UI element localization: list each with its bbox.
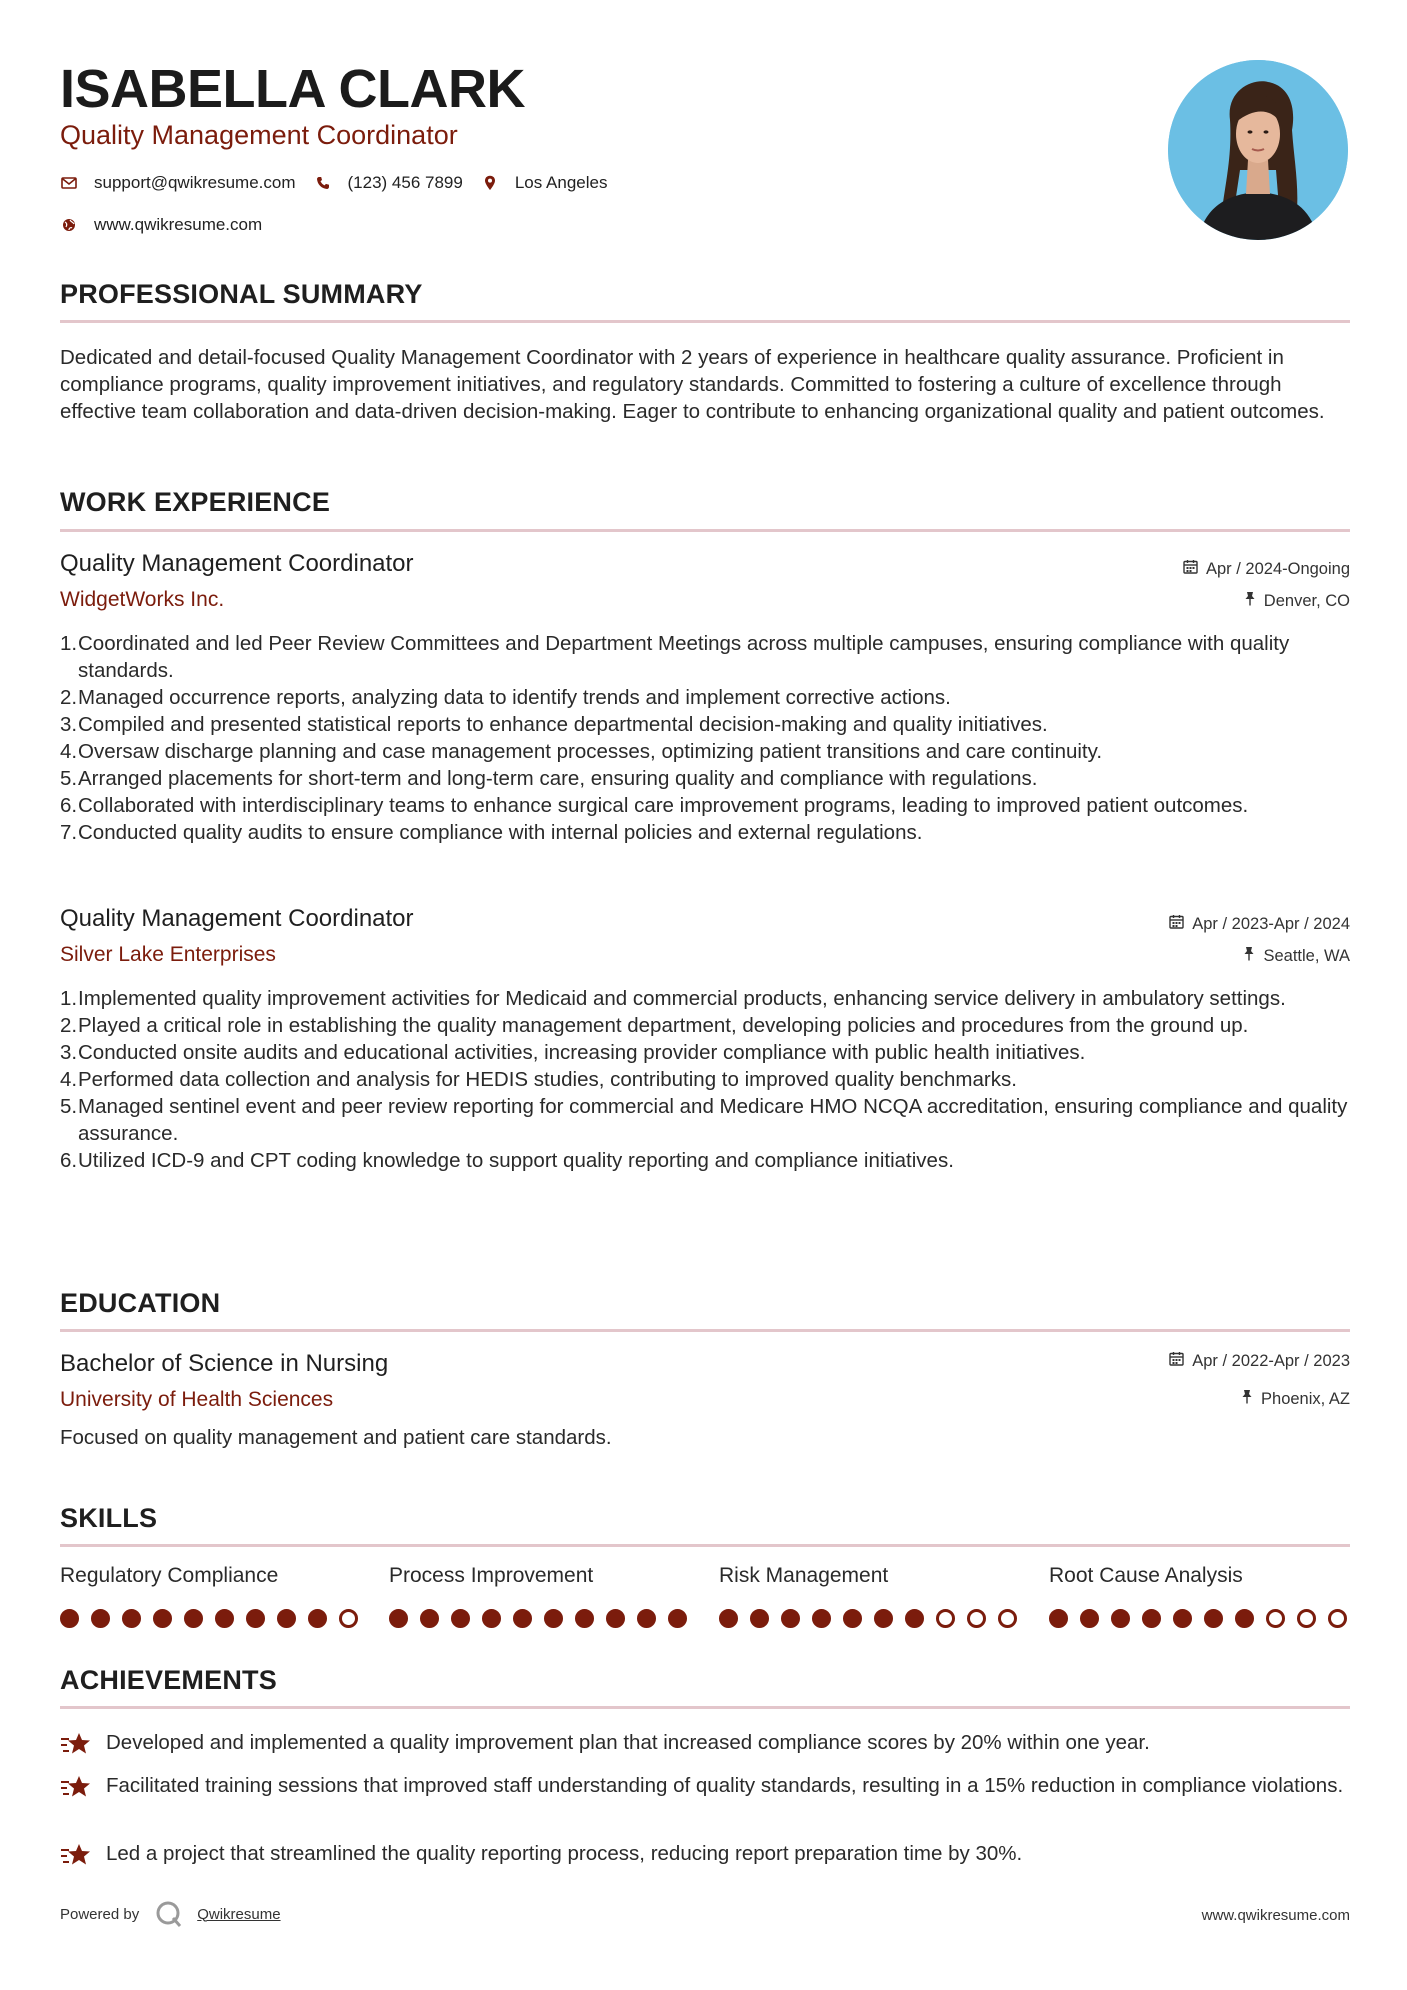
profile-photo	[1168, 60, 1348, 240]
job-location: Seattle, WA	[1243, 946, 1350, 966]
rating-dot-filled	[122, 1609, 141, 1628]
candidate-name: ISABELLA CLARK	[60, 59, 525, 119]
list-item: 7. Conducted quality audits to ensure compliance with internal policies and external regulations.	[60, 821, 923, 844]
achievements-heading: ACHIEVEMENTS	[60, 1665, 277, 1695]
degree-title: Bachelor of Science in Nursing	[60, 1350, 389, 1377]
job-bullets	[60, 985, 1350, 1174]
rating-dot-filled	[1049, 1609, 1068, 1628]
rating-dot-filled	[544, 1609, 563, 1628]
rating-dot-empty	[998, 1609, 1017, 1628]
list-item: 1. Coordinated and led Peer Review Committees and Department Meetings across multiple campuses, ensuring compliance with quality standards.	[60, 632, 1290, 682]
pushpin-icon	[1244, 591, 1256, 611]
star-icon	[60, 1772, 106, 1805]
skill-item	[389, 1564, 689, 1628]
job-location: Denver, CO	[1244, 591, 1350, 611]
skill-rating	[1049, 1609, 1349, 1628]
rating-dot-filled	[215, 1609, 234, 1628]
rating-dot-filled	[668, 1609, 687, 1628]
rating-dot-filled	[812, 1609, 831, 1628]
star-icon	[60, 1840, 106, 1873]
list-item: 2. Managed occurrence reports, analyzing data to identify trends and implement corrective actions.	[60, 686, 951, 709]
skill-rating	[719, 1609, 1019, 1628]
rating-dot-filled	[246, 1609, 265, 1628]
skill-item	[1049, 1564, 1349, 1628]
rating-dot-filled	[184, 1609, 203, 1628]
experience-heading: WORK EXPERIENCE	[60, 487, 331, 517]
rating-dot-filled	[606, 1609, 625, 1628]
envelope-icon	[60, 174, 78, 192]
job-dates: Apr / 2024-Ongoing	[1183, 559, 1350, 579]
list-item: 5. Arranged placements for short-term and long-term care, ensuring quality and compliance with regulations.	[60, 767, 1038, 790]
rating-dot-filled	[1204, 1609, 1223, 1628]
rating-dot-empty	[967, 1609, 986, 1628]
education-dates: Apr / 2022-Apr / 2023	[1169, 1351, 1350, 1371]
rating-dot-filled	[1142, 1609, 1161, 1628]
job-dates: Apr / 2023-Apr / 2024	[1169, 914, 1350, 934]
list-item: 6. Collaborated with interdisciplinary teams to enhance surgical care improvement programs, leading to improved patient outcomes.	[60, 794, 1249, 817]
list-item: 1. Implemented quality improvement activities for Medicaid and commercial products, enhancing service delivery in ambulatory settings.	[60, 987, 1286, 1010]
rating-dot-filled	[719, 1609, 738, 1628]
education-location: Phoenix, AZ	[1241, 1389, 1350, 1409]
skill-name: Process Improvement	[389, 1564, 594, 1587]
contact-row	[60, 173, 625, 193]
rating-dot-filled	[637, 1609, 656, 1628]
calendar-icon	[1169, 914, 1184, 934]
rating-dot-empty	[1328, 1609, 1347, 1628]
section-divider	[60, 1544, 1350, 1547]
job-bullets	[60, 630, 1350, 846]
globe-icon	[60, 216, 78, 234]
phone-number: (123) 456 7899	[347, 173, 463, 192]
skill-name: Root Cause Analysis	[1049, 1564, 1243, 1587]
calendar-icon	[1183, 559, 1198, 579]
footer-url[interactable]: www.qwikresume.com	[1201, 1907, 1350, 1924]
rating-dot-filled	[420, 1609, 439, 1628]
phone-icon	[314, 174, 332, 192]
rating-dot-filled	[575, 1609, 594, 1628]
rating-dot-filled	[513, 1609, 532, 1628]
skill-name: Regulatory Compliance	[60, 1564, 279, 1587]
education-description: Focused on quality management and patient care standards.	[60, 1426, 612, 1449]
rating-dot-filled	[1111, 1609, 1130, 1628]
skill-rating	[60, 1609, 360, 1628]
footer-branding	[60, 1900, 281, 1928]
rating-dot-filled	[60, 1609, 79, 1628]
powered-by-label: Powered by	[60, 1905, 140, 1923]
candidate-role: Quality Management Coordinator	[60, 120, 458, 150]
skill-name: Risk Management	[719, 1564, 889, 1587]
qwikresume-link[interactable]: Qwikresume	[197, 1905, 281, 1923]
star-icon	[60, 1729, 106, 1762]
school-name: University of Health Sciences	[60, 1388, 334, 1411]
list-item: 6. Utilized ICD-9 and CPT coding knowledge to support quality reporting and compliance initiatives.	[60, 1149, 954, 1172]
section-divider	[60, 1329, 1350, 1332]
rating-dot-filled	[750, 1609, 769, 1628]
section-divider	[60, 1706, 1350, 1709]
rating-dot-filled	[153, 1609, 172, 1628]
rating-dot-filled	[905, 1609, 924, 1628]
rating-dot-filled	[482, 1609, 501, 1628]
achievement-item: Developed and implemented a quality improvement plan that increased compliance scores by 20% within one year.	[60, 1729, 1350, 1762]
list-item: 3. Conducted onsite audits and educational activities, increasing provider compliance with public health initiatives.	[60, 1041, 1086, 1064]
email-link[interactable]: support@qwikresume.com	[94, 173, 296, 192]
rating-dot-filled	[451, 1609, 470, 1628]
section-divider	[60, 529, 1350, 532]
rating-dot-filled	[389, 1609, 408, 1628]
rating-dot-filled	[781, 1609, 800, 1628]
job-title: Quality Management Coordinator	[60, 905, 414, 932]
rating-dot-filled	[1173, 1609, 1192, 1628]
location-text: Los Angeles	[514, 173, 608, 192]
summary-text: Dedicated and detail-focused Quality Management Coordinator with 2 years of experience in healthcare quality assurance. Proficient in compliance programs, quality improvement initiatives, and regulatory standards. Committed to fostering a culture of excellence through effective team collaboration and data-driven decision-making. Eager to contribute to enhancing organizational quality and patient outcomes.	[60, 346, 1325, 423]
website-row	[60, 215, 280, 235]
list-item: 4. Oversaw discharge planning and case management processes, optimizing patient transitions and care continuity.	[60, 740, 1103, 763]
skill-item	[719, 1564, 1019, 1628]
rating-dot-empty	[936, 1609, 955, 1628]
skill-item	[60, 1564, 360, 1628]
qwikresume-logo-icon	[155, 1900, 183, 1928]
skill-rating	[389, 1609, 689, 1628]
rating-dot-empty	[1266, 1609, 1285, 1628]
rating-dot-filled	[1235, 1609, 1254, 1628]
list-item: 3. Compiled and presented statistical reports to enhance departmental decision-making and quality initiatives.	[60, 713, 1048, 736]
rating-dot-filled	[308, 1609, 327, 1628]
rating-dot-empty	[1297, 1609, 1316, 1628]
rating-dot-filled	[843, 1609, 862, 1628]
rating-dot-empty	[339, 1609, 358, 1628]
pushpin-icon	[1241, 1389, 1253, 1409]
company-name: Silver Lake Enterprises	[60, 943, 276, 966]
rating-dot-filled	[874, 1609, 893, 1628]
achievement-item: Led a project that streamlined the quality reporting process, reducing report preparation time by 30%.	[60, 1840, 1350, 1873]
achievement-item: Facilitated training sessions that improved staff understanding of quality standards, resulting in a 15% reduction in compliance violations.	[60, 1772, 1350, 1805]
rating-dot-filled	[277, 1609, 296, 1628]
section-divider	[60, 320, 1350, 323]
map-pin-icon	[481, 174, 499, 192]
company-name: WidgetWorks Inc.	[60, 588, 225, 611]
calendar-icon	[1169, 1351, 1184, 1371]
rating-dot-filled	[91, 1609, 110, 1628]
skills-heading: SKILLS	[60, 1503, 158, 1533]
website-link[interactable]: www.qwikresume.com	[94, 215, 263, 234]
summary-heading: PROFESSIONAL SUMMARY	[60, 279, 423, 309]
list-item: 2. Played a critical role in establishing the quality management department, developing policies and procedures from the ground up.	[60, 1014, 1249, 1037]
education-heading: EDUCATION	[60, 1288, 221, 1318]
pushpin-icon	[1243, 946, 1255, 966]
list-item: 4. Performed data collection and analysis for HEDIS studies, contributing to improved quality benchmarks.	[60, 1068, 1017, 1091]
job-title: Quality Management Coordinator	[60, 550, 414, 577]
list-item: 5. Managed sentinel event and peer review reporting for commercial and Medicare HMO NCQA accreditation, ensuring compliance and quality assurance.	[60, 1095, 1348, 1145]
rating-dot-filled	[1080, 1609, 1099, 1628]
